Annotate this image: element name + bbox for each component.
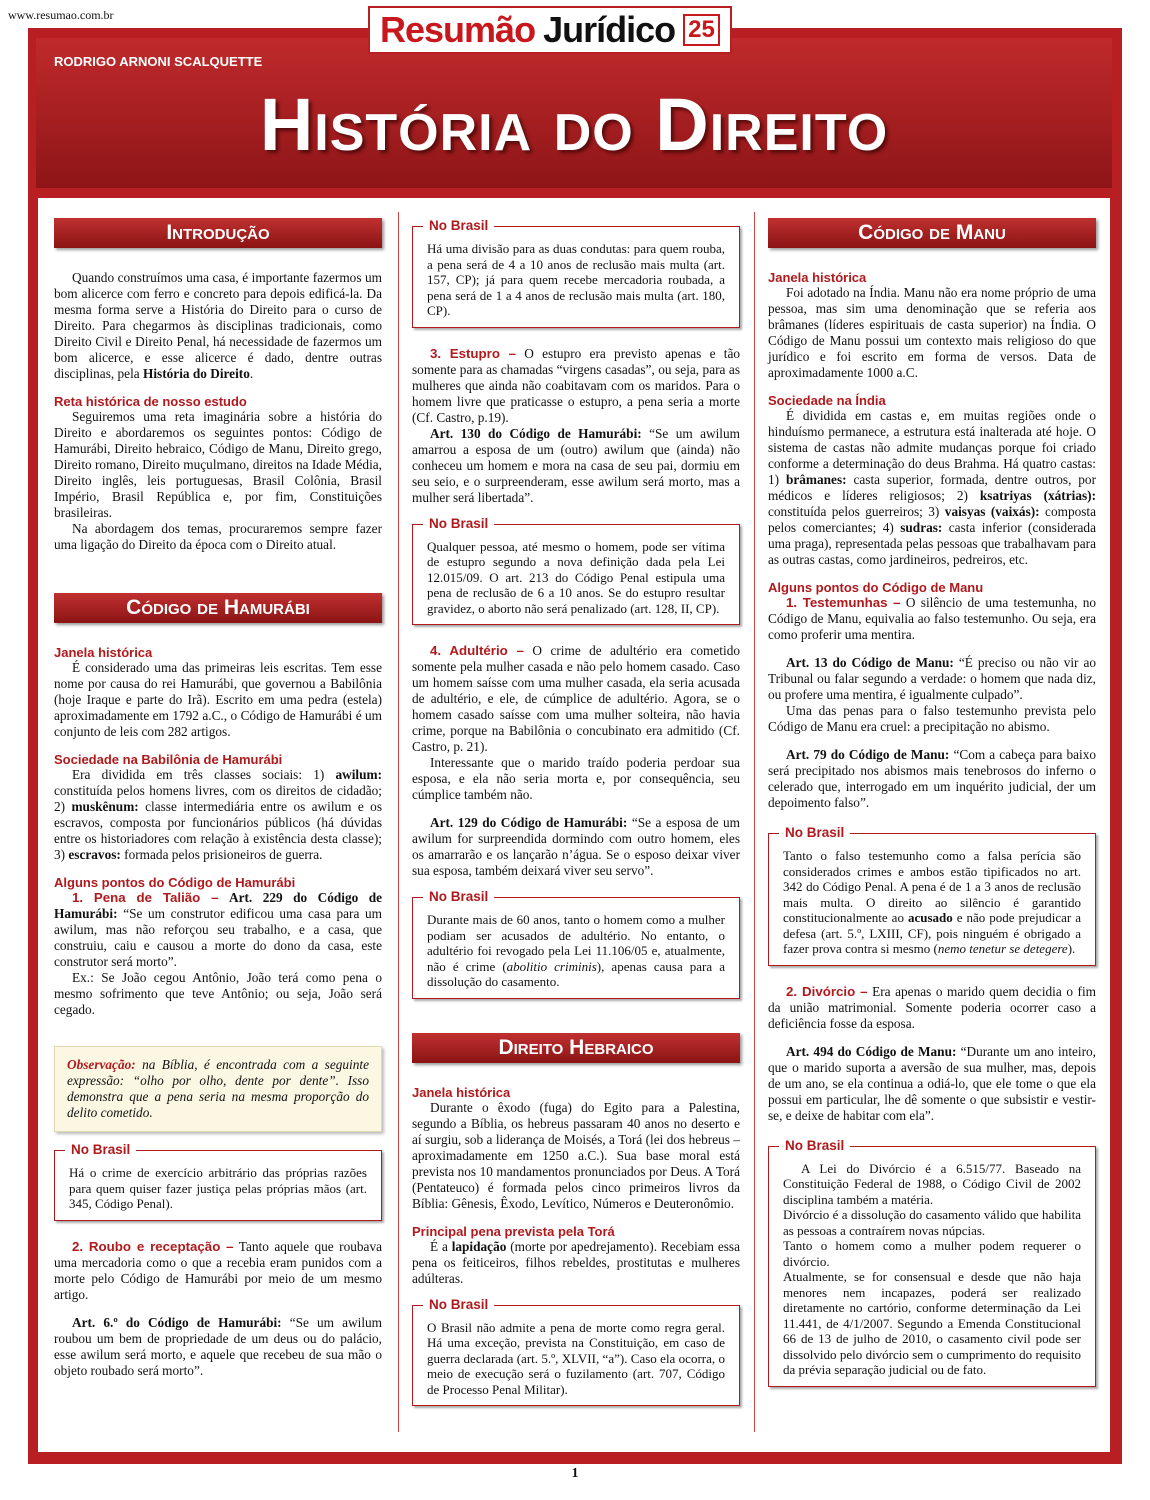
no-brasil-text: Há o crime de exercício arbitrário das próprias razões para quem quiser fazer justiça pelas próprias mãos (art. 345, Código Penal). <box>69 1165 367 1211</box>
section-title-manu: Código de Manu <box>768 218 1096 248</box>
no-brasil-box <box>412 218 740 328</box>
column-2 <box>412 198 740 1424</box>
paragraph: 1. Testemunhas – O silêncio de uma testemunha, no Código de Manu, equivalia ao falso testemunho. Ou seja, era como proferir uma mentira. <box>768 595 1097 642</box>
subtitle: Janela histórica <box>54 645 153 660</box>
no-brasil-title: No Brasil <box>65 1142 136 1158</box>
no-brasil-text: Durante mais de 60 anos, tanto o homem como a mulher podiam ser acusados de adultério. No entanto, o adultério foi revogado pela Lei 11.106/05 e, atualmente, não é crime (abolitio criminis), apenas causa para a dissolução do casamento. <box>427 912 725 989</box>
paragraph: 3. Estupro – O estupro era previsto apenas e tão somente para as chamadas “virgens casadas”, ou seja, para as mulheres que ainda não coabitavam com os maridos. Para o homem livre que praticasse o estupro, a pena seria a morte (Cf. Castro, p.19). <box>412 345 740 425</box>
subtitle: Reta histórica de nosso estudo <box>54 394 247 409</box>
no-brasil-title: No Brasil <box>423 516 494 532</box>
paragraph: 4. Adultério – O crime de adultério era cometido somente pela mulher casada e não pelo homem casado. Caso um homem saísse com uma mulher casada, ela seria acusada de adultério, e ele, de cúmplice de adultério. Agora, se o homem casado saísse com uma mulher solteira, não havia crime, porque na Babilônia o concubinato era admitido (Cf. Castro, p. 21). <box>412 643 740 754</box>
brand-logo <box>368 6 732 54</box>
no-brasil-text: Qualquer pessoa, até mesmo o homem, pode ser vítima de estupro segundo a nova definição dada pela Lei 12.015/09. O art. 213 do Código Penal estipula uma pena de reclusão de 6 a 10 anos. Se do estupro resultar gravidez, o aborto não será penalizado (art. 128, II, CP). <box>427 538 725 616</box>
column-1 <box>54 198 382 1379</box>
subtitle: Principal pena prevista pela Torá <box>412 1223 615 1239</box>
paragraph: Foi adotado na Índia. Manu não era nome próprio de uma pessoa, mas sim uma denominação que se referia aos brâmanes (líderes espirituais de casta superior) na Índia. O Código de Manu possui um contexto mais religioso do que jurídico e foi escrito em forma de versos. Data de aproximadamente 1000 a.C. <box>768 285 1096 380</box>
paragraph: Na abordagem dos temas, procuraremos sempre fazer uma ligação do Direito da época com o Direito atual. <box>54 521 382 552</box>
paragraph: Art. 79 do Código de Manu: “Com a cabeça para baixo será precipitado nos abismos mais tenebrosos do inferno o celerado que, interrogado em um inquérito judicial, der um depoimento falso”. <box>768 747 1096 810</box>
brand-number: 25 <box>683 14 720 46</box>
subtitle: Sociedade na Babilônia de Hamurábi <box>54 752 283 767</box>
page-title: História do Direito <box>259 83 889 166</box>
no-brasil-title: No Brasil <box>779 1138 850 1154</box>
paragraph: Ex.: Se João cegou Antônio, João terá como pena o mesmo sofrimento que teve Antônio; ou seja, João será cegado. <box>54 970 382 1017</box>
paragraph: É dividida em castas e, em muitas regiões onde o hinduísmo permanece, a estrutura está inalterada até hoje. O sistema de castas não admite mudanças porque foi criado conforme a determinação do deus Brahma. Há quatro castas: 1) brâmanes: casta superior, formada, dentre outros, por médicos e líderes religiosos; 2) ksatriyas (xátrias): constituída pelos guerreiros; 3) vaisyas (vaixás): composta pelos comerciantes; 4) sudras: casta inferior (considerada uma praga), representada pelas pessoas que trabalhavam para as outras castas, como jardineiros, pedreiros, etc. <box>768 408 1097 567</box>
no-brasil-box <box>768 825 1096 966</box>
paragraph: Seguiremos uma reta imaginária sobre a história do Direito e abordaremos os seguintes pontos: Código de Hamurábi, Direito hebraico, Código de Manu, Direito grego, Direito romano, Direito muçulmano, direitos na Idade Média, Direito inglês, leis portuguesas, Brasil Colônia, Brasil Império, Brasil República e, por fim, Constituições brasileiras. <box>54 409 382 520</box>
paragraph: É considerado uma das primeiras leis escritas. Tem esse nome por causa do rei Hamurábi, que governou a Babilônia (hoje Iraque e parte do Irã). Escrito em uma pedra (estela) aproximadamente em 1792 a.C., o Código de Hamurábi é um conjunto de leis com 282 artigos. <box>54 660 382 739</box>
no-brasil-text: Há uma divisão para as duas condutas: para quem rouba, a pena será de 4 a 10 anos de reclusão mais multa (art. 157, CP); já para quem recebe mercadoria roubada, a pena será de 1 a 4 anos de reclusão mais multa (art. 180, CP). <box>427 241 725 318</box>
subtitle: Alguns pontos do Código de Hamurábi <box>54 875 296 890</box>
paragraph: Quando construímos uma casa, é importante fazermos um bom alicerce com ferro e concreto para depois edificá-la. Da mesma forma serve a História do Direito para o curso de Direito. Para chegarmos às disciplinas tradicionais, como Direito Civil e Direito Penal, há necessidade de fazermos um bom alicerce, e esse alicerce é dado, dentre outras disciplinas, pela História do Direito. <box>54 270 382 381</box>
header-banner <box>36 38 1112 188</box>
no-brasil-text: Divórcio é a dissolução do casamento válido que habilita as pessoas a contraírem novas núpcias. <box>783 1207 1081 1238</box>
column-divider <box>754 212 755 1432</box>
paragraph: Art. 494 do Código de Manu: “Durante um ano inteiro, que o marido suporta a aversão de sua mulher, mas, depois de um ano, se ela continua a odiá-lo, que ele tome o que ela possui em particular, lhe dê somente o que subsistir e vestir-se, e deixe de habitar com ela”. <box>768 1043 1097 1123</box>
paragraph: Durante o êxodo (fuga) do Egito para a Palestina, segundo a Bíblia, os hebreus passaram 40 anos no deserto e aí surgiu, sob a liderança de Moisés, a Torá (lei dos hebreus –aproximadamente em 1250 a.C.). Sua base moral está prevista nos 10 mandamentos pronunciados por Deus. A Torá (Pentateuco) é formada pelos cinco primeiros livros da Bíblia: Gênesis, Êxodo, Levítico, Números e Deuteronômio. <box>412 1099 740 1211</box>
paragraph: Art. 130 do Código de Hamurábi: “Se um awilum amarrou a esposa de um (outro) awilum que (ainda) não conheceu um homem e mora na casa de seu pai, dormiu em seu seio, e o surpreenderam, esse awilum será morto, mas a mulher será libertada”. <box>412 425 740 505</box>
subtitle: Sociedade na Índia <box>768 393 886 408</box>
subtitle: Janela histórica <box>412 1084 511 1100</box>
no-brasil-box <box>412 1296 740 1407</box>
no-brasil-title: No Brasil <box>423 889 494 905</box>
no-brasil-box <box>412 515 740 626</box>
brand-part2: Jurídico <box>543 9 676 50</box>
paragraph: Era dividida em três classes sociais: 1) awilum: constituída pelos homens livres, com os direitos de cidadão; 2) muskênum: classe intermediária entre os awilum e os escravos, composta por funcionários públicos (há dúvidas entre os historiadores com relação à existência desta classe); 3) escravos: formada pelos prisioneiros de guerra. <box>54 767 383 862</box>
paragraph: Art. 129 do Código de Hamurábi: “Se a esposa de um awilum for surpreendida dormindo com outro homem, eles os amarrarão e os lançarão n’água. Se o esposo deixar viver sua esposa, também deixará viver seu servo”. <box>412 815 741 878</box>
no-brasil-text: A Lei do Divórcio é a 6.515/77. Baseado na Constituição Federal de 1988, o Código Civil de 2002 disciplina também a matéria. <box>783 1160 1081 1207</box>
paragraph: Interessante que o marido traído poderia perdoar sua esposa, e ela não seria morta e, por consequência, seu cúmplice também não. <box>412 755 740 802</box>
no-brasil-box <box>412 889 740 999</box>
column-divider <box>398 212 399 1432</box>
no-brasil-text: Tanto o falso testemunho como a falsa perícia são considerados crimes e ambos estão tipificados no art. 342 do Código Penal. A pena é de 1 a 3 anos de reclusão mais multa. O direito ao silêncio é garantido constitucionalmente ao acusado e não pode prejudicar a defesa (art. 5.º, LXIII, CF), pois ninguém é obrigado a fazer prova contra si mesmo (nemo tenetur se detegere). <box>783 848 1082 956</box>
no-brasil-title: No Brasil <box>423 218 494 234</box>
subtitle: Janela histórica <box>768 270 867 285</box>
section-title-hebraico: Direito Hebraico <box>412 1033 740 1063</box>
no-brasil-text: Tanto o homem como a mulher podem requerer o divórcio. <box>783 1238 1081 1269</box>
paragraph: 2. Roubo e receptação – Tanto aquele que roubava uma mercadoria como o que a recebia eram punidos com a morte pelo Código de Hamurábi por meio de um mesmo artigo. <box>54 1238 382 1302</box>
content-area <box>38 198 1110 1452</box>
author-name: RODRIGO ARNONI SCALQUETTE <box>54 54 263 69</box>
page-number: 1 <box>571 1466 579 1481</box>
paragraph: Art. 13 do Código de Manu: “É preciso ou não vir ao Tribunal ou falar segundo a verdade: o homem que nada diz, ou profere uma mentira, é igualmente culpado”. <box>768 655 1096 702</box>
no-brasil-text: O Brasil não admite a pena de morte como regra geral. Há uma exceção, prevista na Constituição, em caso de guerra declarada (art. 5.º, XLVII, “a”). Caso ela ocorra, o meio de execução será o fuzilamento (art. 707, Código de Processo Penal Militar). <box>427 1319 725 1397</box>
no-brasil-box <box>768 1137 1096 1387</box>
column-3 <box>768 198 1096 1405</box>
observation-box: Observação: na Bíblia, é encontrada com a seguinte expressão: “olho por olho, dente por dente”. Isso demonstra que a pena seria na mesma proporção do delito cometido. <box>54 1046 382 1132</box>
brand-part1: Resumão <box>380 9 536 50</box>
no-brasil-title: No Brasil <box>423 1297 494 1313</box>
paragraph: Art. 6.º do Código de Hamurábi: “Se um awilum roubou um bem de propriedade de um deus ou do palácio, esse awilum será morto, e aquele que recebeu de sua mão o objeto roubado será morto”. <box>54 1314 383 1378</box>
no-brasil-text: Atualmente, se for consensual e desde que não haja menores nem incapazes, poderá ser realizado diretamente no cartório, conforme determinação da Lei 11.441, de 4/1/2007. Segundo a Emenda Constitucional 66 de 13 de julho de 2010, o casamento civil pode ser dissolvido pelo divórcio sem o cumprimento do requisito da prévia separação judicial ou de fato. <box>783 1269 1081 1377</box>
subtitle: Alguns pontos do Código de Manu <box>768 580 984 595</box>
no-brasil-title: No Brasil <box>779 825 850 841</box>
paragraph: 2. Divórcio – Era apenas o marido quem decidia o fim da união matrimonial. Somente poderia ocorrer caso a deficiência fosse da esposa. <box>768 983 1096 1031</box>
section-title-introducao: Introdução <box>54 218 382 248</box>
paragraph: É a lapidação (morte por apedrejamento). Recebiam essa pena os feiticeiros, filhos rebeldes, prostitutas e mulheres adúlteras. <box>412 1238 740 1286</box>
paragraph: Uma das penas para o falso testemunho prevista pelo Código de Manu era cruel: a precipitação no abismo. <box>768 703 1096 734</box>
no-brasil-box <box>54 1142 382 1221</box>
website-url: www.resumao.com.br <box>8 8 114 22</box>
section-title-hamurabi: Código de Hamurábi <box>54 593 382 623</box>
paragraph: 1. Pena de Talião – Art. 229 do Código de Hamurábi: “Se um construtor edificou uma casa para um awilum, mas não reforçou seu trabalho, e a casa, que construiu, caiu e causou a morte do dono da casa, este construtor será morto”. <box>54 890 383 969</box>
